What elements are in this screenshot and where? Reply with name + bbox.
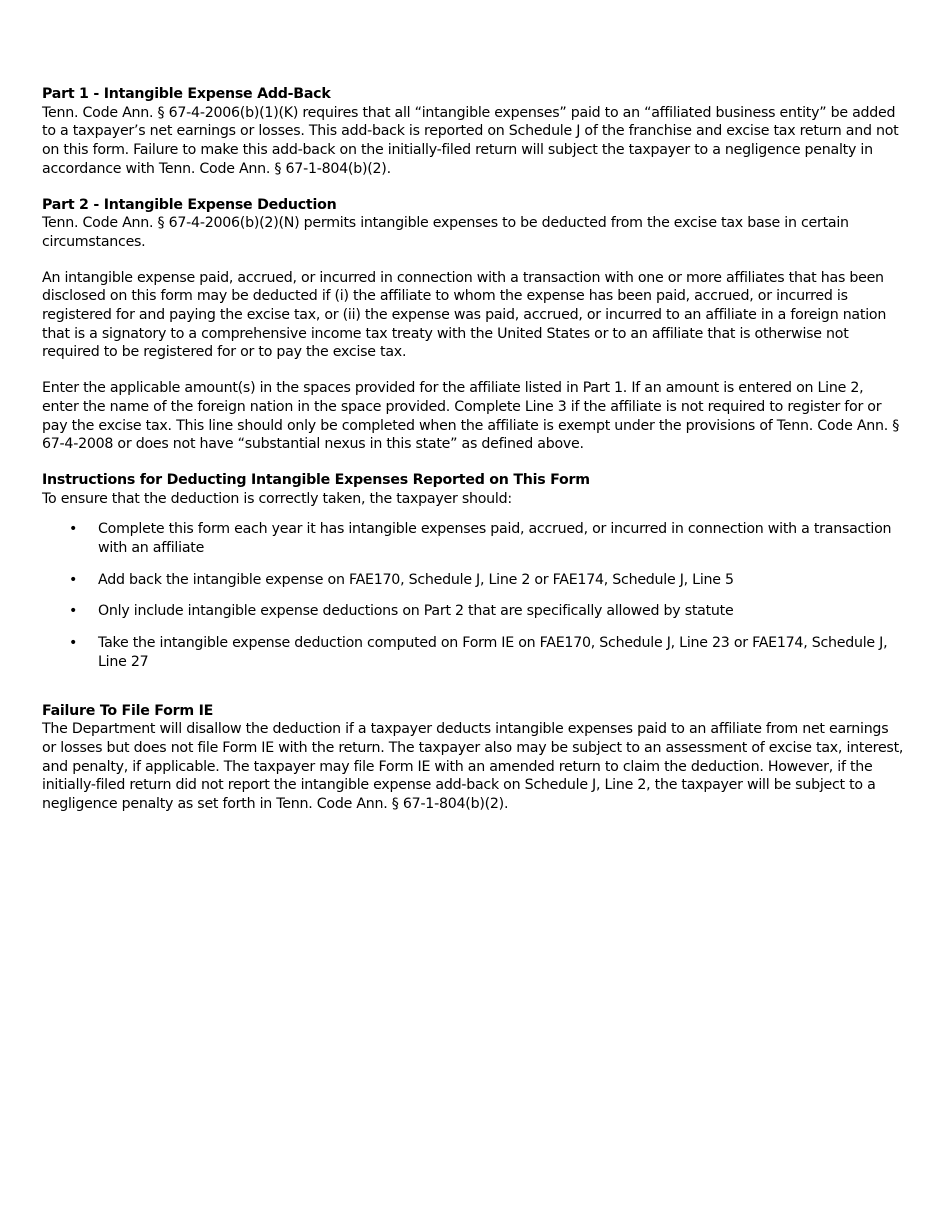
bullet-icon: • xyxy=(69,603,78,620)
list-item-text: Complete this form each year it has intangible expenses paid, accrued, or incurred in connection with a transaction with an affiliate xyxy=(98,521,892,557)
part1-body: Tenn. Code Ann. § 67-4-2006(b)(1)(K) requires that all “intangible expenses” paid to an “affiliated business entity” be added to a taxpayer’s net earnings or losses. This add-back is reported on Schedule J of the franchise and excise tax return and not on this form. Failure to make this add-back on the initially-filed return will subject the taxpayer to a negligence penalty in accordance with Tenn. Code Ann. § 67-1-804(b)(2). xyxy=(42,104,899,177)
instructions-heading: Instructions for Deducting Intangible Expenses Reported on This Form xyxy=(42,471,590,488)
part2-body-2: An intangible expense paid, accrued, or incurred in connection with a transaction with one or more affiliates that has been disclosed on this form may be deducted if (i) the affiliate to whom the expense has been paid, accrued, or incurred is registered for and paying the excise tax, or (ii) the expense was paid, accrued, or incurred to an affiliate in a foreign nation that is a signatory to a comprehensive income tax treaty with the United States or to an affiliate that is otherwise not required to be registered for or to pay the excise tax. xyxy=(42,269,887,361)
part2-section xyxy=(42,196,904,454)
failure-section xyxy=(42,702,904,814)
instructions-section xyxy=(42,471,904,672)
list-item xyxy=(42,602,904,621)
part1-section xyxy=(42,85,904,179)
part2-body-3: Enter the applicable amount(s) in the spaces provided for the affiliate listed in Part 1. If an amount is entered on Line 2, enter the name of the foreign nation in the space provided. Complete Line 3 if the affiliate is not required to register for or pay the excise tax. This line should only be completed when the affiliate is exempt under the provisions of Tenn. Code Ann. § 67-4-2008 or does not have “substantial nexus in this state” as defined above. xyxy=(42,380,900,453)
instructions-page xyxy=(42,85,904,814)
bullet-icon: • xyxy=(69,571,78,588)
instructions-intro: To ensure that the deduction is correctly taken, the taxpayer should: xyxy=(42,490,512,507)
part2-heading: Part 2 - Intangible Expense Deduction xyxy=(42,196,337,213)
list-item xyxy=(42,520,904,557)
failure-body: The Department will disallow the deduction if a taxpayer deducts intangible expenses paid to an affiliate from net earnings or losses but does not file Form IE with the return. The taxpayer also may be subject to an assessment of excise tax, interest, and penalty, if applicable. The taxpayer may file Form IE with an amended return to claim the deduction. However, if the initially-filed return did not report the intangible expense add-back on Schedule J, Line 2, the taxpayer will be subject to a negligence penalty as set forth in Tenn. Code Ann. § 67-1-804(b)(2). xyxy=(42,721,904,813)
list-item xyxy=(42,571,904,590)
bullet-icon: • xyxy=(69,521,78,538)
part1-heading: Part 1 - Intangible Expense Add-Back xyxy=(42,86,331,102)
list-item xyxy=(42,634,904,671)
failure-heading: Failure To File Form IE xyxy=(42,702,214,719)
list-item-text: Add back the intangible expense on FAE170, Schedule J, Line 2 or FAE174, Schedule J, Line 5 xyxy=(98,571,734,588)
list-item-text: Take the intangible expense deduction computed on Form IE on FAE170, Schedule J, Line 23 or FAE174, Schedule J, Line 27 xyxy=(98,635,888,670)
instructions-list xyxy=(42,520,904,671)
list-item-text: Only include intangible expense deductions on Part 2 that are specifically allowed by statute xyxy=(98,603,734,620)
part2-body-1: Tenn. Code Ann. § 67-4-2006(b)(2)(N) permits intangible expenses to be deducted from the excise tax base in certain circumstances. xyxy=(42,215,849,250)
bullet-icon: • xyxy=(69,635,78,652)
